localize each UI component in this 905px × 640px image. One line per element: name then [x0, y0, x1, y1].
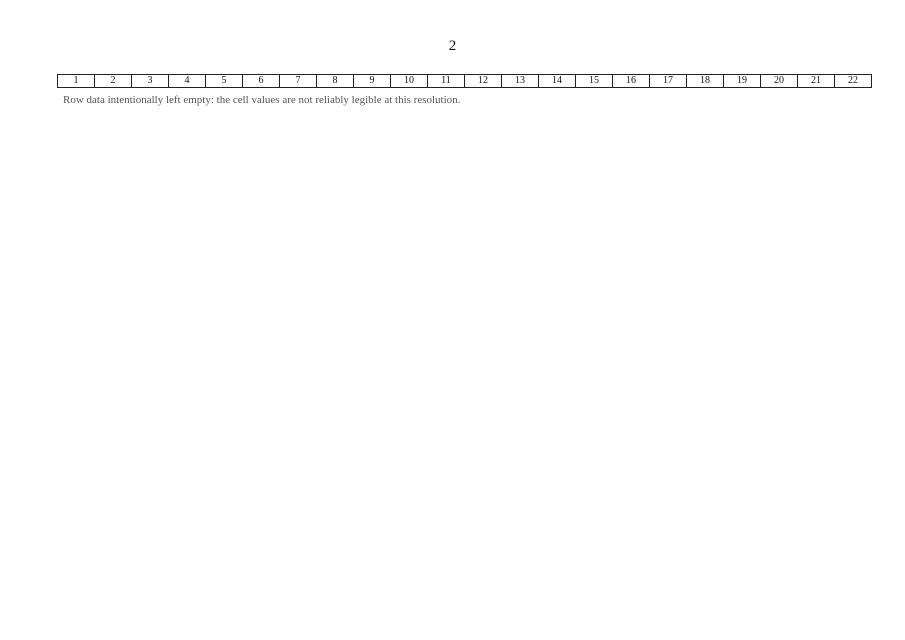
header-cell: 10: [391, 75, 428, 88]
header-cell: 1: [58, 75, 95, 88]
header-cell: 18: [687, 75, 724, 88]
header-cell: 8: [317, 75, 354, 88]
header-cell: 15: [576, 75, 613, 88]
page-number: 2: [448, 38, 457, 54]
header-cell: 12: [465, 75, 502, 88]
header-cell: 16: [613, 75, 650, 88]
header-cell: 2: [95, 75, 132, 88]
table-header: [58, 75, 872, 88]
statistics-table: [57, 74, 872, 112]
header-cell: 7: [280, 75, 317, 88]
data-placeholder-note: Row data intentionally left empty: the cell values are not reliably legible at this resolution.: [63, 93, 461, 106]
header-cell: 20: [761, 75, 798, 88]
header-cell: 13: [502, 75, 539, 88]
header-cell: 14: [539, 75, 576, 88]
header-cell: 5: [206, 75, 243, 88]
header-cell: 22: [835, 75, 872, 88]
header-cell: 17: [650, 75, 687, 88]
header-cell: 9: [354, 75, 391, 88]
header-cell: 21: [798, 75, 835, 88]
header-cell: 11: [428, 75, 465, 88]
header-cell: 3: [132, 75, 169, 88]
header-cell: 19: [724, 75, 761, 88]
header-cell: 6: [243, 75, 280, 88]
header-cell: 4: [169, 75, 206, 88]
header-row: [58, 75, 872, 88]
